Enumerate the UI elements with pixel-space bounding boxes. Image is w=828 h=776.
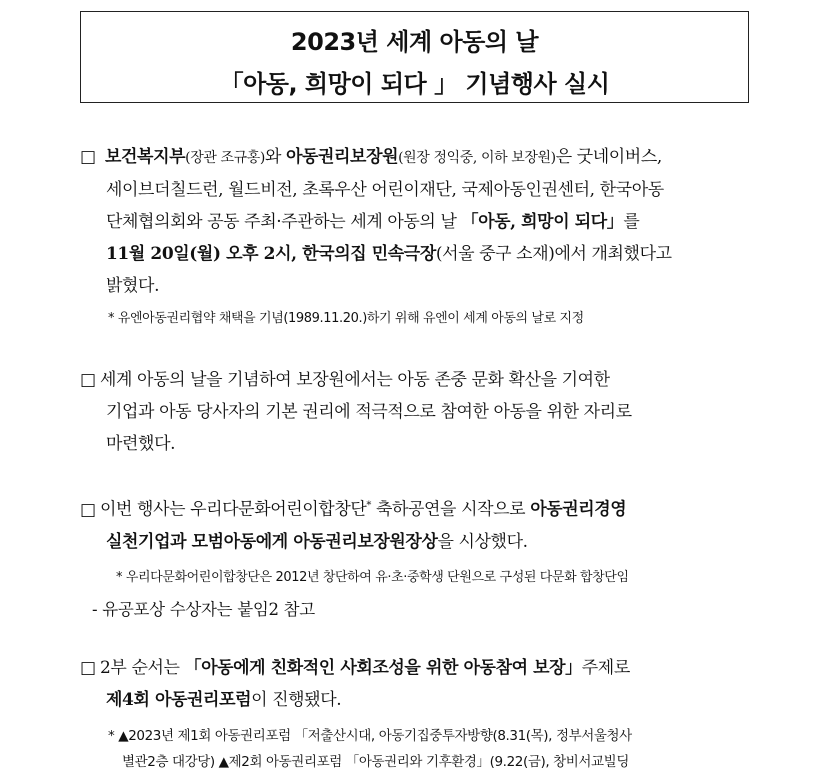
- forum-name: 제4회 아동권리포럼: [106, 690, 252, 710]
- paragraph-3: [80, 490, 760, 558]
- paragraph-1-line-2: 세이브더칠드런, 월드비전, 초록우산 어린이재단, 국제아동인권센터, 한국아동: [106, 180, 664, 200]
- text-fragment: 와: [264, 147, 286, 167]
- award-category: 아동권리경영: [530, 499, 627, 520]
- paragraph-1-line-4: [80, 238, 760, 270]
- paragraph-4: [80, 652, 760, 716]
- title-line-1: 2023년 세계 아동의 날: [290, 28, 539, 56]
- text-fragment: 세계 아동의 날을 기념하여 보장원에서는 아동 존중 문화 확산을 기여한: [100, 370, 610, 390]
- text-fragment: 축하공연을 시작으로: [370, 499, 531, 520]
- paragraph-2: [80, 364, 760, 460]
- footnote-3-line-2: 별관2층 대강당) ▲제2회 아동권리포럼 「아동권리와 기후환경」(9.22(금), 창비서교빌딩: [122, 754, 629, 770]
- event-title: 「아동, 희망이 되다」: [461, 212, 624, 232]
- checkbox-icon: □: [80, 499, 96, 520]
- checkbox-icon: □: [80, 147, 96, 167]
- paragraph-1-line-5: 밝혔다.: [106, 276, 160, 296]
- paragraph-1-line-3: [80, 206, 760, 238]
- event-datetime-venue: 11월 20일(월) 오후 2시, 한국의집 민속극장: [106, 244, 436, 264]
- title-line-2: 「아동, 희망이 되다 」 기념행사 실시: [219, 70, 610, 98]
- ministry-name: 보건복지부: [105, 147, 186, 167]
- checkbox-icon: □: [80, 658, 96, 678]
- text-fragment: 이번 행사는 우리다문화어린이합창단: [100, 499, 367, 520]
- forum-topic: 「아동에게 친화적인 사회조성을 위한 아동참여 보장」: [184, 658, 582, 678]
- text-fragment: (서울 중구 소재)에서 개최했다고: [435, 244, 672, 264]
- text-fragment: 단체협의회와 공동 주최·주관하는 세계 아동의 날: [106, 212, 462, 232]
- title-box: [80, 11, 749, 103]
- paragraph-1: [80, 141, 760, 302]
- text-fragment: 주제로: [581, 658, 630, 678]
- text-fragment: 은 굿네이버스,: [555, 147, 662, 167]
- footnote-marker: *: [366, 500, 371, 511]
- paragraph-2-line-3: 마련했다.: [106, 434, 176, 454]
- agency-name: 아동권리보장원: [285, 147, 399, 167]
- footnote-2: * 우리다문화어린이합창단은 2012년 창단하여 유·초·중학생 단원으로 구성된 다문화 합창단임: [116, 570, 629, 585]
- text-fragment: 을 시상했다.: [437, 531, 528, 552]
- checkbox-icon: □: [80, 370, 96, 390]
- award-name: 실천기업과 모범아동에게 아동권리보장원장상: [106, 531, 438, 552]
- text-fragment: 2부 순서는: [100, 658, 185, 678]
- agency-note: (원장 정익중, 이하 보장원): [398, 150, 556, 166]
- text-fragment: 를: [623, 212, 640, 232]
- paragraph-2-line-2: 기업과 아동 당사자의 기본 권리에 적극적으로 참여한 아동을 위한 자리로: [106, 402, 632, 422]
- footnote-3-line-1: * ▲2023년 제1회 아동권리포럼 「저출산시대, 아동기집중투자방향(8.31(목), 정부서울청사: [108, 728, 632, 744]
- minister-note: (장관 조규홍): [185, 150, 265, 166]
- award-reference: - 유공포상 수상자는 붙임2 참고: [92, 600, 315, 619]
- text-fragment: 이 진행됐다.: [251, 690, 342, 710]
- footnote-1: * 유엔아동권리협약 채택을 기념(1989.11.20.)하기 위해 유엔이 세계 아동의 날로 지정: [108, 311, 584, 326]
